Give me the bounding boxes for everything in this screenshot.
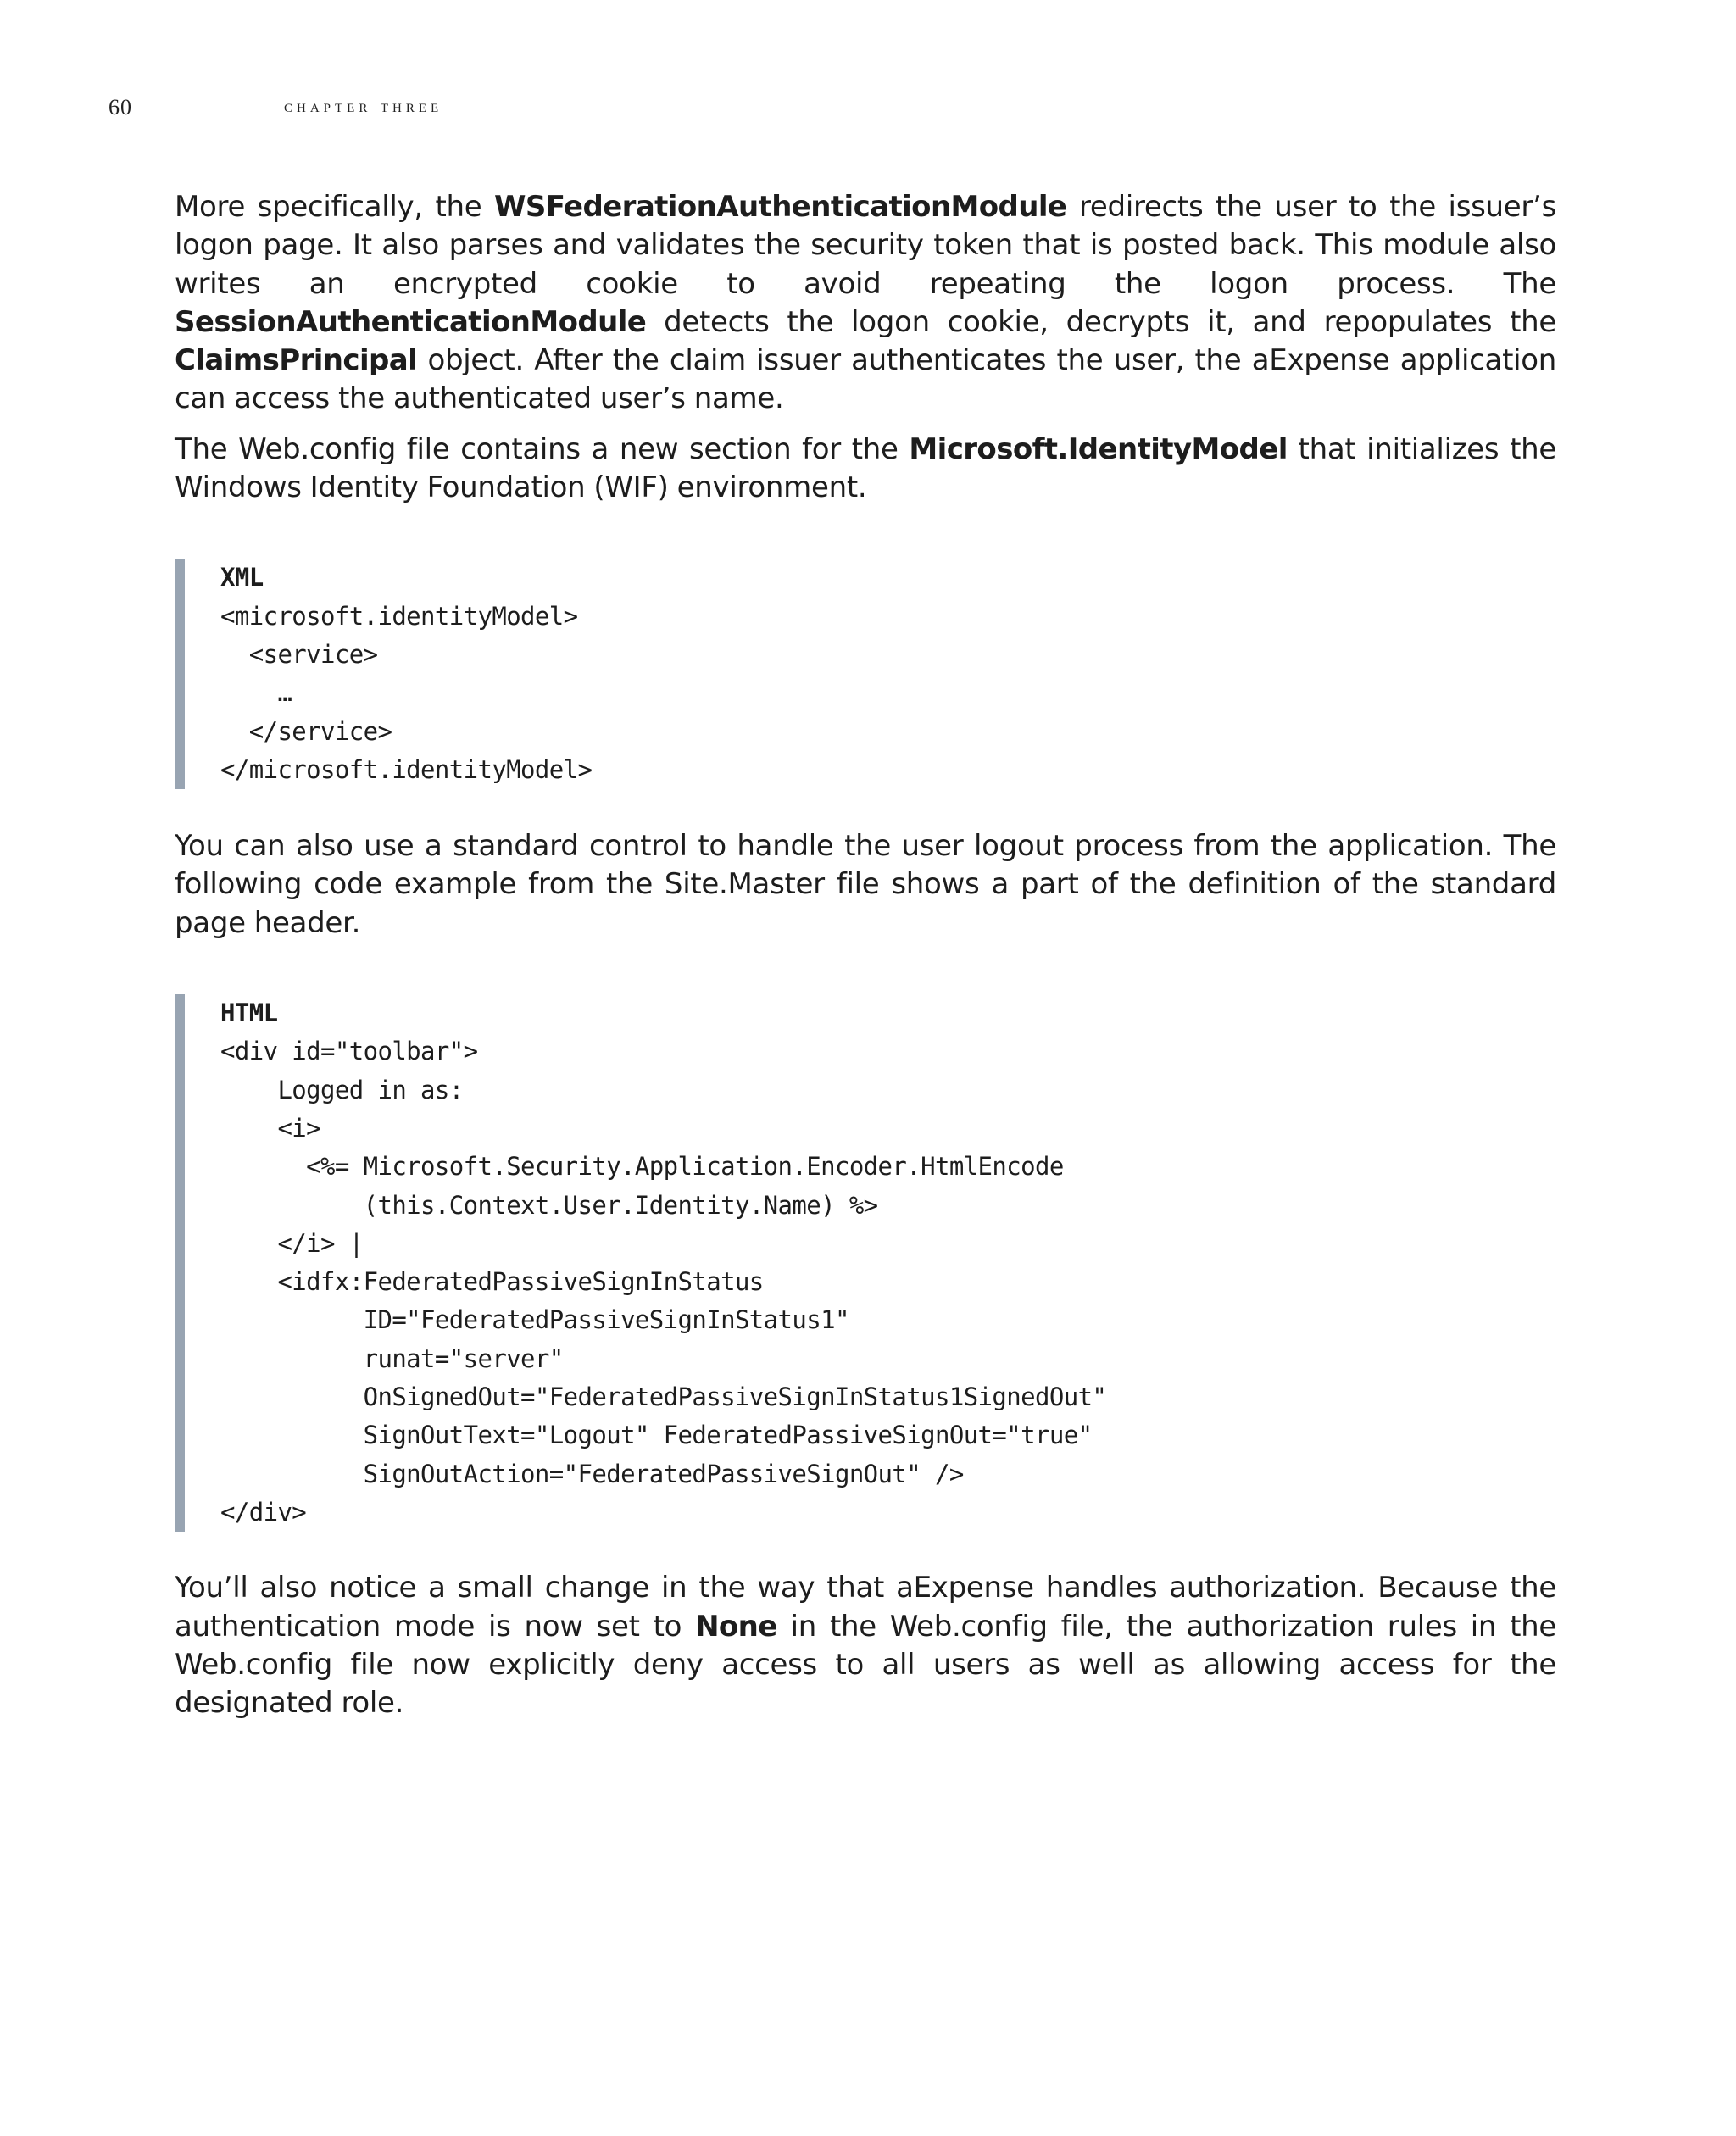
code-language-label: XML: [220, 563, 264, 592]
code-block-xml: [175, 559, 1556, 789]
text-run: in the Web.config file, the authorization rules in the Web.config file now explicitly deny access to all users as well as allowing access for the designated role.: [175, 1609, 1556, 1721]
code-line: </div>: [220, 1497, 307, 1527]
text-run: You can also use a standard control to handle the user logout process from the application. The following code example from the Site.Master file shows a part of the definition of the standard page header.: [175, 829, 1556, 940]
page-number: 60: [108, 95, 132, 120]
text-run: You’ll also notice a small change in the way that aExpense handles authorization. Because the authentication mode is now set to: [175, 1571, 1556, 1644]
bold-term: ClaimsPrincipal: [175, 343, 418, 378]
code-line: <i>: [220, 1113, 321, 1143]
code-line: runat="server": [220, 1343, 564, 1373]
bold-term: None: [695, 1609, 777, 1644]
code-language-label: HTML: [220, 998, 278, 1028]
code-line: <microsoft.identityModel>: [220, 601, 578, 631]
code-line: <%= Microsoft.Security.Application.Encoder.HtmlEncode: [220, 1152, 1064, 1182]
text-run: object. After the claim issuer authenticates the user, the aExpense application can access the authenticated user’s name.: [175, 343, 1556, 416]
code-line: </microsoft.identityModel>: [220, 754, 593, 784]
text-run: that initializes the Windows Identity Foundation (WIF) environment.: [175, 431, 1556, 505]
code-line: SignOutText="Logout" FederatedPassiveSignOut="true": [220, 1421, 1093, 1450]
chapter-label: chapter three: [284, 95, 443, 116]
code-line: <idfx:FederatedPassiveSignInStatus: [220, 1267, 764, 1297]
paragraph-2: [175, 431, 1556, 508]
page-content: [175, 188, 1556, 1722]
code-line: <div id="toolbar">: [220, 1037, 478, 1066]
text-run: More specifically, the: [175, 190, 494, 224]
bold-term: WSFederationAuthenticationModule: [493, 190, 1067, 224]
paragraph-4: [175, 1569, 1556, 1722]
bold-term: Microsoft.IdentityModel: [909, 431, 1288, 466]
code-line: SignOutAction="FederatedPassiveSignOut" />: [220, 1459, 964, 1488]
code-line: …: [220, 678, 292, 708]
text-run: detects the logon cookie, decrypts it, and repopulates the: [646, 304, 1556, 339]
paragraph-3: [175, 827, 1556, 943]
paragraph-1: [175, 188, 1556, 419]
bold-term: SessionAuthenticationModule: [175, 304, 647, 339]
code-line: OnSignedOut="FederatedPassiveSignInStatus1SignedOut": [220, 1382, 1107, 1412]
code-line: </service>: [220, 716, 392, 746]
text-run: redirects the user to the issuer’s logon page. It also parses and validates the security token that is posted back. This module also writes an encrypted cookie to avoid repeating the logon process. The: [175, 190, 1556, 301]
code-block-html: [175, 994, 1556, 1532]
running-head: [108, 95, 1566, 125]
code-line: ID="FederatedPassiveSignInStatus1": [220, 1305, 849, 1335]
code-line: (this.Context.User.Identity.Name) %>: [220, 1190, 878, 1220]
code-line: <service>: [220, 639, 378, 669]
text-run: The Web.config file contains a new section for the: [175, 431, 910, 466]
code-line: Logged in as:: [220, 1075, 464, 1104]
code-line: </i> |: [220, 1228, 364, 1258]
